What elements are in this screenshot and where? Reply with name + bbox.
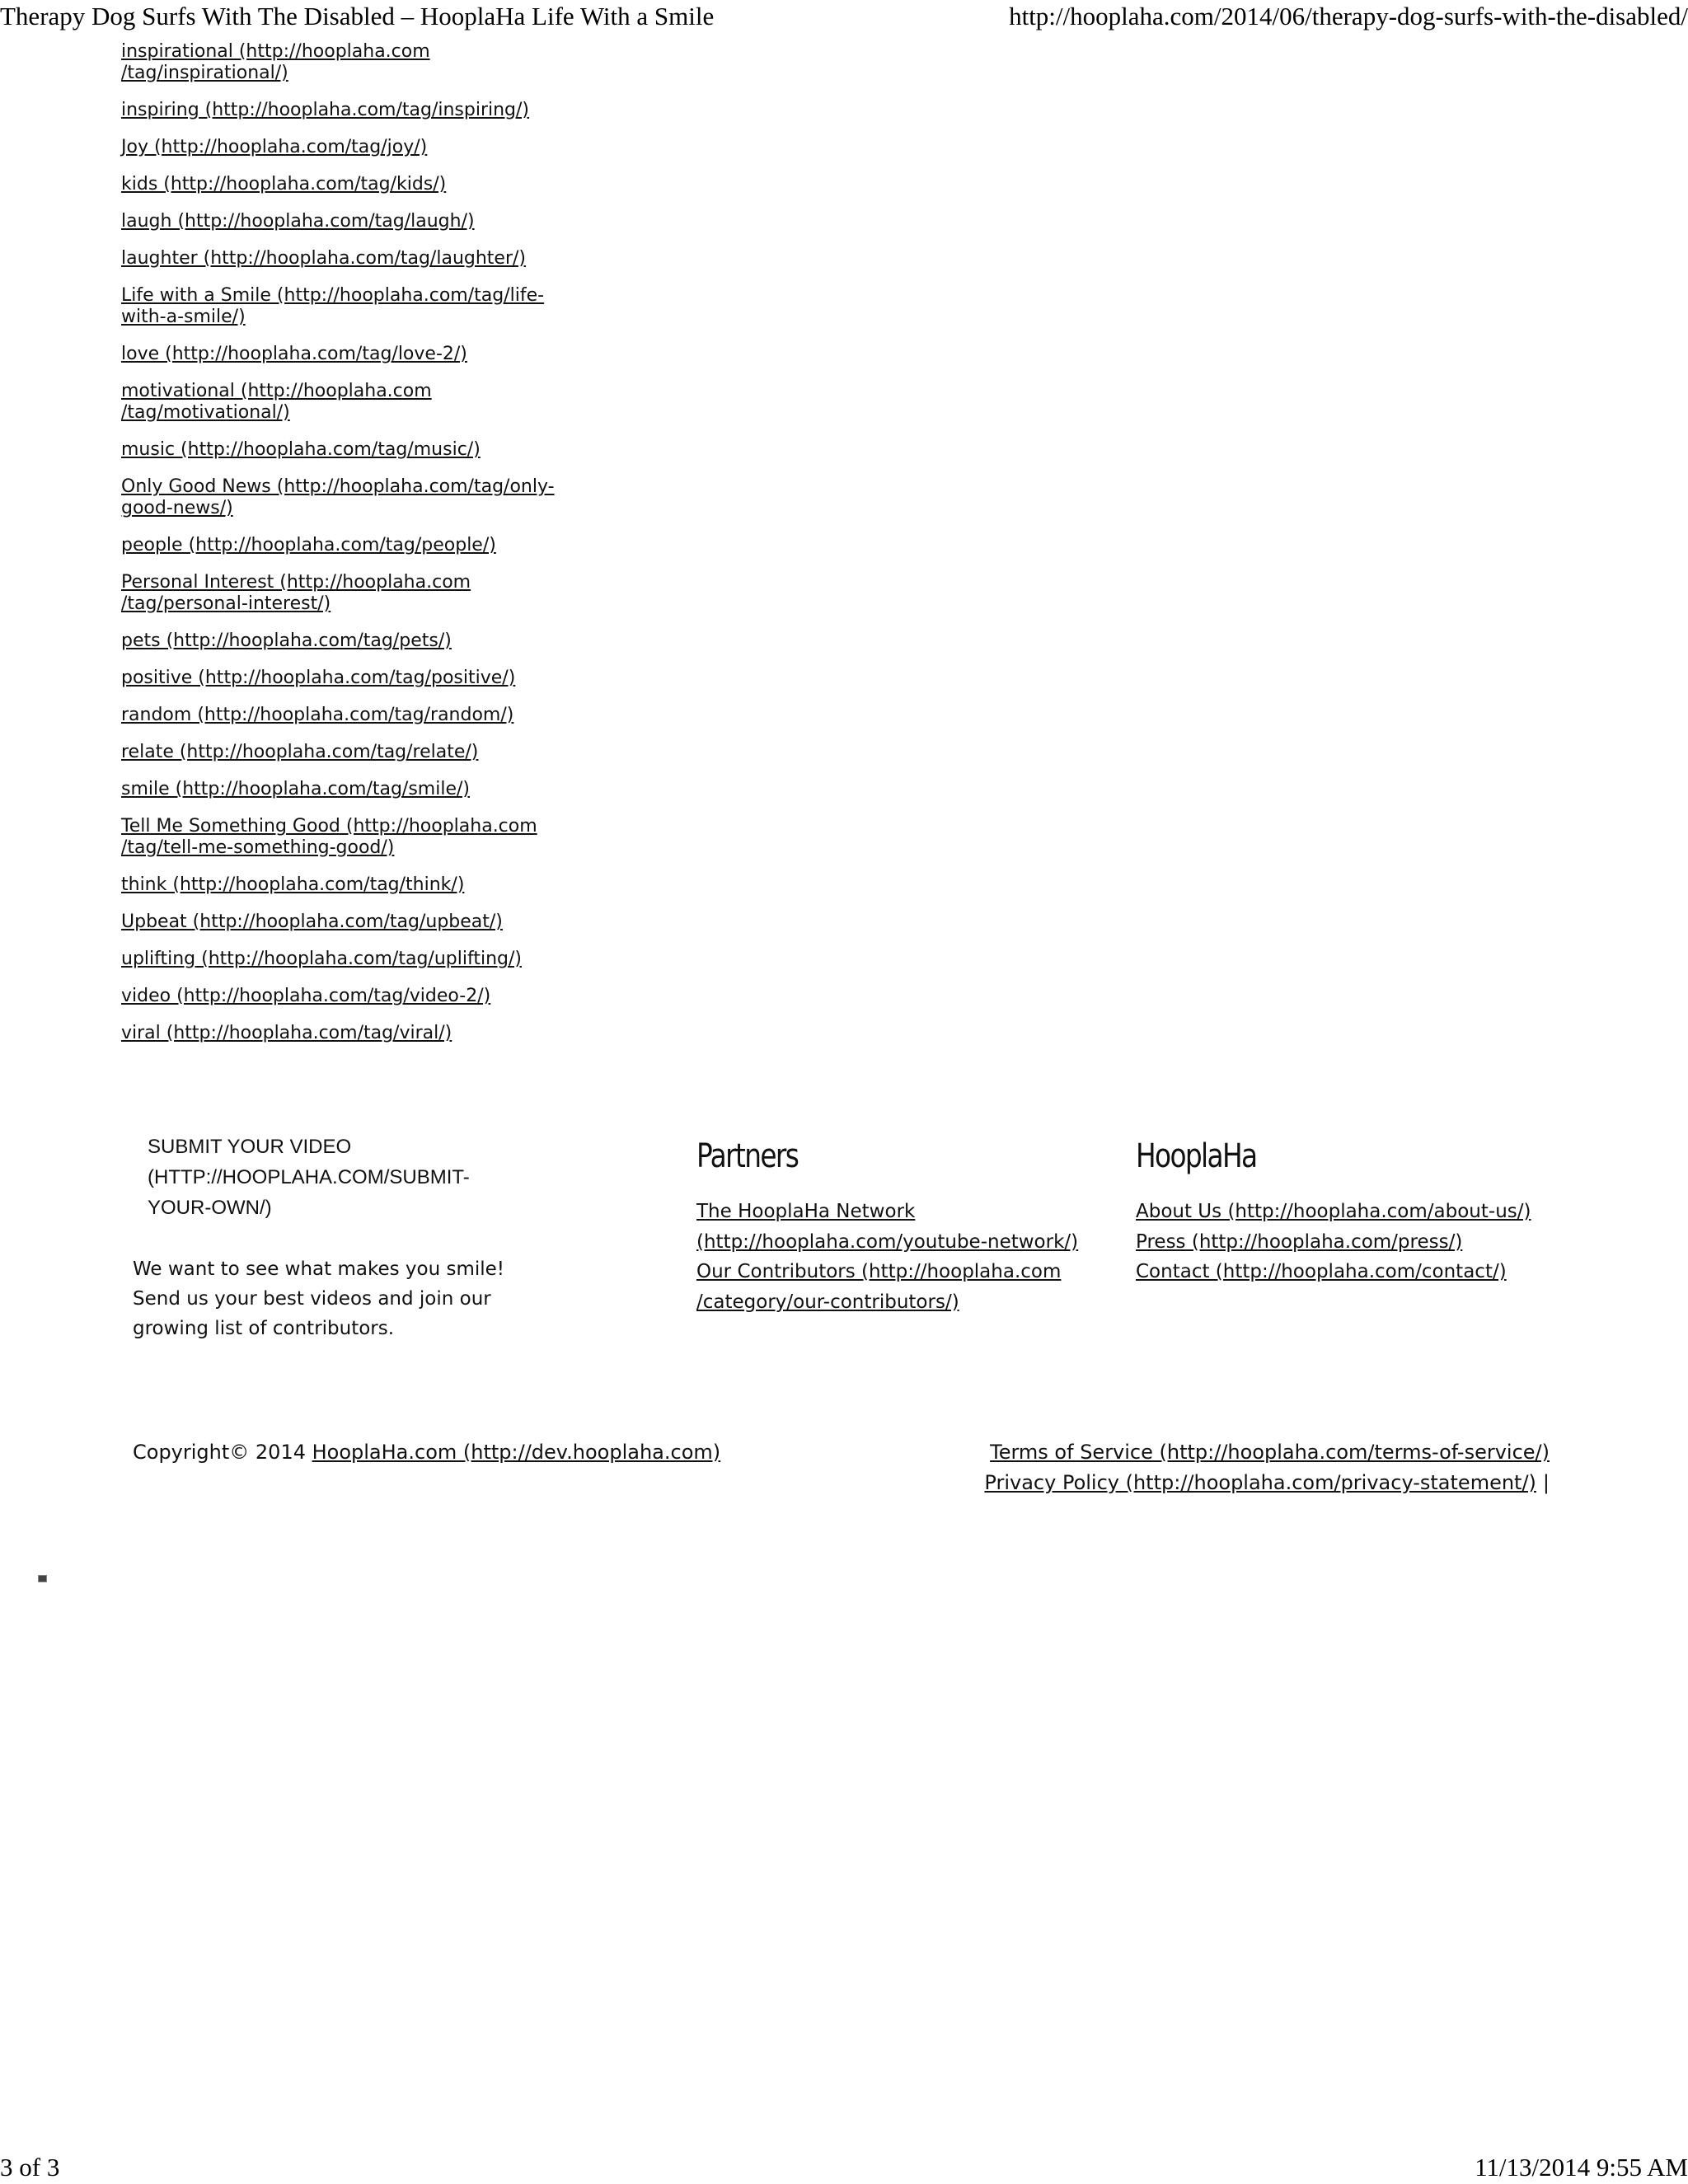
tag-link[interactable]: Personal Interest (http://hooplaha.com /tag/personal-interest/) bbox=[121, 572, 471, 614]
print-datetime: 11/13/2014 9:55 AM bbox=[1475, 2153, 1688, 2182]
tag-list-item bbox=[121, 439, 566, 461]
tag-list bbox=[121, 41, 566, 1060]
tag-link[interactable]: inspirational (http://hooplaha.com /tag/inspirational/) bbox=[121, 41, 430, 83]
tag-list-item bbox=[121, 174, 566, 195]
tag-list-item bbox=[121, 668, 566, 689]
partners-heading: Partners bbox=[696, 1137, 799, 1175]
submit-video-link[interactable]: SUBMIT YOUR VIDEO (HTTP://HOOPLAHA.COM/SUBMIT-YOUR-OWN/) bbox=[148, 1136, 470, 1219]
tag-list-item bbox=[121, 630, 566, 652]
tag-link[interactable]: laugh (http://hooplaha.com/tag/laugh/) bbox=[121, 211, 475, 232]
print-header bbox=[0, 2, 1688, 31]
tag-link[interactable]: Only Good News (http://hooplaha.com/tag/only-good-news/) bbox=[121, 476, 555, 518]
partners-section bbox=[696, 1136, 1084, 1317]
tag-list-item bbox=[121, 986, 566, 1007]
tag-link[interactable]: laughter (http://hooplaha.com/tag/laughter/) bbox=[121, 248, 526, 269]
tag-list-item bbox=[121, 137, 566, 158]
press-link[interactable]: Press (http://hooplaha.com/press/) bbox=[1136, 1230, 1463, 1253]
tag-list-item bbox=[121, 381, 566, 424]
print-footer bbox=[0, 2153, 1688, 2182]
tag-list-item bbox=[121, 572, 566, 615]
tag-link[interactable]: inspiring (http://hooplaha.com/tag/inspiring/) bbox=[121, 100, 530, 120]
tag-list-item bbox=[121, 705, 566, 726]
tag-link[interactable]: people (http://hooplaha.com/tag/people/) bbox=[121, 535, 496, 555]
tag-link[interactable]: uplifting (http://hooplaha.com/tag/uplifting/) bbox=[121, 949, 522, 969]
print-page-title: Therapy Dog Surfs With The Disabled – HooplaHa Life With a Smile bbox=[0, 2, 715, 30]
tag-list-item bbox=[121, 1023, 566, 1044]
tag-link[interactable]: Joy (http://hooplaha.com/tag/joy/) bbox=[121, 137, 428, 157]
partners-links bbox=[696, 1197, 1084, 1317]
tag-link[interactable]: Tell Me Something Good (http://hooplaha.com /tag/tell-me-something-good/) bbox=[121, 816, 537, 858]
tag-list-item bbox=[121, 742, 566, 763]
copyright-text: Copyright© 2014 bbox=[133, 1441, 312, 1464]
copyright bbox=[133, 1437, 720, 1467]
legal-separator: | bbox=[1542, 1471, 1550, 1494]
tag-list-item bbox=[121, 344, 566, 365]
tag-list-item bbox=[121, 779, 566, 800]
privacy-policy-link[interactable]: Privacy Policy (http://hooplaha.com/privacy-statement/) bbox=[984, 1471, 1536, 1494]
tag-list-item bbox=[121, 949, 566, 970]
print-page-url: http://hooplaha.com/2014/06/therapy-dog-surfs-with-the-disabled/ bbox=[1009, 2, 1688, 30]
tag-list-item bbox=[121, 476, 566, 519]
tag-link[interactable]: Upbeat (http://hooplaha.com/tag/upbeat/) bbox=[121, 912, 503, 932]
tag-link[interactable]: music (http://hooplaha.com/tag/music/) bbox=[121, 439, 481, 460]
legal-links bbox=[907, 1437, 1550, 1498]
submit-video-section bbox=[133, 1132, 578, 1343]
tag-list-item bbox=[121, 912, 566, 933]
hooplaha-links bbox=[1136, 1197, 1597, 1287]
hooplaha-section bbox=[1136, 1136, 1597, 1287]
tag-link[interactable]: viral (http://hooplaha.com/tag/viral/) bbox=[121, 1023, 452, 1043]
submit-video-description: We want to see what makes you smile! Send us your best videos and join our growing list of contributors. bbox=[133, 1258, 505, 1339]
about-us-link[interactable]: About Us (http://hooplaha.com/about-us/) bbox=[1136, 1201, 1531, 1222]
tag-link[interactable]: video (http://hooplaha.com/tag/video-2/) bbox=[121, 986, 491, 1006]
tag-list-item bbox=[121, 816, 566, 859]
tag-list-item bbox=[121, 874, 566, 896]
tag-list-item bbox=[121, 535, 566, 556]
contact-link[interactable]: Contact (http://hooplaha.com/contact/) bbox=[1136, 1261, 1507, 1282]
partner-link-contributors[interactable]: Our Contributors (http://hooplaha.com /category/our-contributors/) bbox=[696, 1261, 1062, 1313]
tag-list-item bbox=[121, 211, 566, 232]
tag-list-item bbox=[121, 248, 566, 269]
tag-link[interactable]: positive (http://hooplaha.com/tag/positive/) bbox=[121, 668, 516, 688]
tag-link[interactable]: love (http://hooplaha.com/tag/love-2/) bbox=[121, 344, 467, 364]
tag-link[interactable]: random (http://hooplaha.com/tag/random/) bbox=[121, 705, 514, 725]
tag-link[interactable]: Life with a Smile (http://hooplaha.com/tag/life-with-a-smile/) bbox=[121, 285, 545, 327]
terms-of-service-link[interactable]: Terms of Service (http://hooplaha.com/terms-of-service/) bbox=[990, 1441, 1550, 1464]
tag-list-item bbox=[121, 100, 566, 121]
tag-link[interactable]: pets (http://hooplaha.com/tag/pets/) bbox=[121, 630, 452, 651]
tag-link[interactable]: smile (http://hooplaha.com/tag/smile/) bbox=[121, 779, 470, 799]
tag-list-item bbox=[121, 41, 566, 84]
tag-link[interactable]: motivational (http://hooplaha.com /tag/motivational/) bbox=[121, 381, 432, 423]
tag-link[interactable]: think (http://hooplaha.com/tag/think/) bbox=[121, 874, 465, 895]
hooplaha-heading: HooplaHa bbox=[1136, 1137, 1257, 1175]
broken-image-icon bbox=[38, 1575, 47, 1582]
print-page-number: 3 of 3 bbox=[0, 2153, 60, 2182]
tag-link[interactable]: kids (http://hooplaha.com/tag/kids/) bbox=[121, 174, 447, 194]
tag-link[interactable]: relate (http://hooplaha.com/tag/relate/) bbox=[121, 742, 479, 762]
copyright-site-link[interactable]: HooplaHa.com (http://dev.hooplaha.com) bbox=[312, 1441, 721, 1464]
partner-link-network[interactable]: The HooplaHa Network (http://hooplaha.com/youtube-network/) bbox=[696, 1201, 1079, 1253]
tag-list-item bbox=[121, 285, 566, 328]
